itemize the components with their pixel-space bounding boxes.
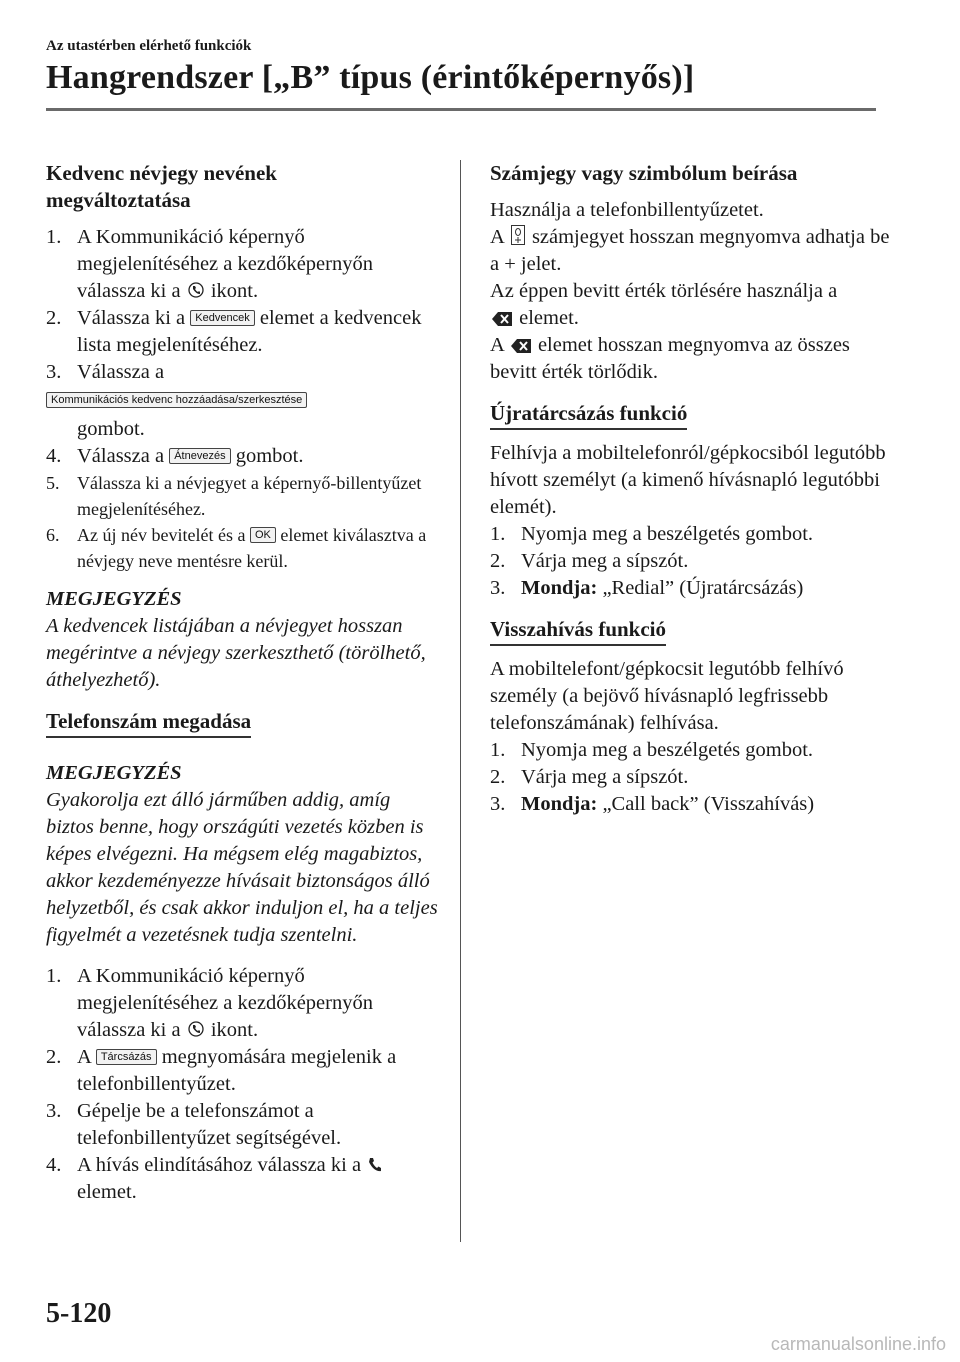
zero-plus-key-icon — [511, 225, 525, 245]
list-item: 1. A Kommunikáció képernyő megjelenítéséhez a kezdőképernyőn válassza ki a ikont. — [46, 226, 373, 302]
list-item: 3. Válassza a Kommunikációs kedvenc hozzáadása/szerkesztése gombot. — [46, 359, 441, 443]
list-item: 1. Nyomja meg a beszélgetés gombot. — [490, 523, 814, 545]
page-number: 5-120 — [46, 1298, 112, 1329]
list-item: 3. Mondja: „Redial” (Újratárcsázás) — [490, 577, 804, 599]
page-header — [46, 38, 876, 96]
phone-circle-icon — [188, 1020, 204, 1038]
dial-steps — [46, 963, 441, 1206]
backspace-icon — [511, 339, 531, 353]
list-item: 3. Gépelje be a telefonszámot a telefonbillentyűzet segítségével. — [46, 1100, 342, 1149]
heading-rename-favorite: Kedvenc névjegy nevének megváltoztatása — [46, 161, 277, 212]
header-rule — [46, 108, 876, 111]
right-column: Számjegy vagy szimbólum beírása Használja a telefonbillentyűzetet. A számjegyet hosszan megnyomva adhatja be a + jelet. Az éppen bevitt érték törlésére használja a elemet. A elemet hosszan megnyomva az összes bevitt érték törlődik. Újratárcsázás funkció Felhívja a mobiltelefonról/gépkocsiból legutóbb hívott személyt (a kimenő hívásnapló legutóbbi elemét). 1. Nyomja meg a beszélgetés gombot. 2. Várja meg a sípszót. 3. Mondja: „Redial” (Újratárcsázás) Visszahívás funkció A mobiltelefont/gépkocsit legutóbb felhívó személy (a bejövő hívásnapló legfrissebb telefonszámának) felhívása. 1. Nyomja meg a beszélgetés gombot. 2. Várja meg a sípszót. 3. Mondja: „Call back” (Visszahívás) — [490, 160, 890, 826]
rename-steps — [46, 224, 441, 574]
handset-icon — [368, 1157, 382, 1173]
list-item: 4. Válassza a Átnevezés gombot. — [46, 445, 304, 467]
heading-enter-digit: Számjegy vagy szimbólum beírása — [490, 161, 798, 185]
list-item: 5. Válassza ki a névjegyet a képernyő-billentyűzet megjelenítéséhez. — [46, 473, 422, 519]
section-title: Az utastérben elérhető funkciók — [46, 38, 252, 54]
list-item: 1. Nyomja meg a beszélgetés gombot. — [490, 739, 814, 761]
list-item: 2. A Tárcsázás megnyomására megjelenik a telefonbillentyűzet. — [46, 1046, 397, 1095]
list-item: 2. Várja meg a sípszót. — [490, 766, 689, 788]
dial-button[interactable]: Tárcsázás — [96, 1049, 157, 1065]
heading-enter-phone-number: Telefonszám megadása — [46, 708, 251, 738]
rename-button[interactable]: Átnevezés — [169, 448, 230, 464]
list-item: 4. A hívás elindításához válassza ki a elemet. — [46, 1152, 441, 1206]
redial-steps — [490, 521, 890, 602]
note-safety: MEGJEGYZÉS Gyakorolja ezt álló járműben addig, amíg biztos benne, hogy országúti vezetés közben is képes elvégezni. Ha mégsem elég magabiztos, akkor kezdeményezze hívásait biztonságos álló helyzetből, és csak akkor induljon el, ha a teljes figyelmét a vezetésnek tudja szentelni. — [46, 762, 438, 946]
column-divider — [460, 160, 461, 1242]
list-item: 1. A Kommunikáció képernyő megjelenítéséhez a kezdőképernyőn válassza ki a ikont. — [46, 965, 373, 1041]
note-favorites: MEGJEGYZÉS A kedvencek listájában a névjegyet hosszan megérintve a névjegy szerkeszthető (törölhető, áthelyezhető). — [46, 588, 426, 691]
watermark: carmanualsonline.info — [770, 1334, 946, 1354]
list-item: 6. Az új név bevitelét és a OK elemet kiválasztva a névjegy neve mentésre kerül. — [46, 525, 427, 571]
left-column — [46, 160, 441, 1214]
list-item: 2. Várja meg a sípszót. — [490, 550, 689, 572]
list-item: 3. Mondja: „Call back” (Visszahívás) — [490, 793, 815, 815]
phone-circle-icon — [188, 281, 204, 299]
favorites-button[interactable]: Kedvencek — [190, 310, 254, 326]
page-title: Hangrendszer [„B” típus (érintőképernyős)] — [46, 59, 695, 96]
callback-steps — [490, 737, 890, 818]
list-item: 2. Válassza ki a Kedvencek elemet a kedvencek lista megjelenítéséhez. — [46, 307, 422, 356]
ok-button[interactable]: OK — [250, 527, 276, 543]
add-edit-favorite-button[interactable]: Kommunikációs kedvenc hozzáadása/szerkesztése — [46, 392, 307, 408]
heading-redial: Újratárcsázás funkció — [490, 400, 687, 430]
heading-call-back: Visszahívás funkció — [490, 616, 666, 646]
backspace-icon — [492, 312, 512, 326]
